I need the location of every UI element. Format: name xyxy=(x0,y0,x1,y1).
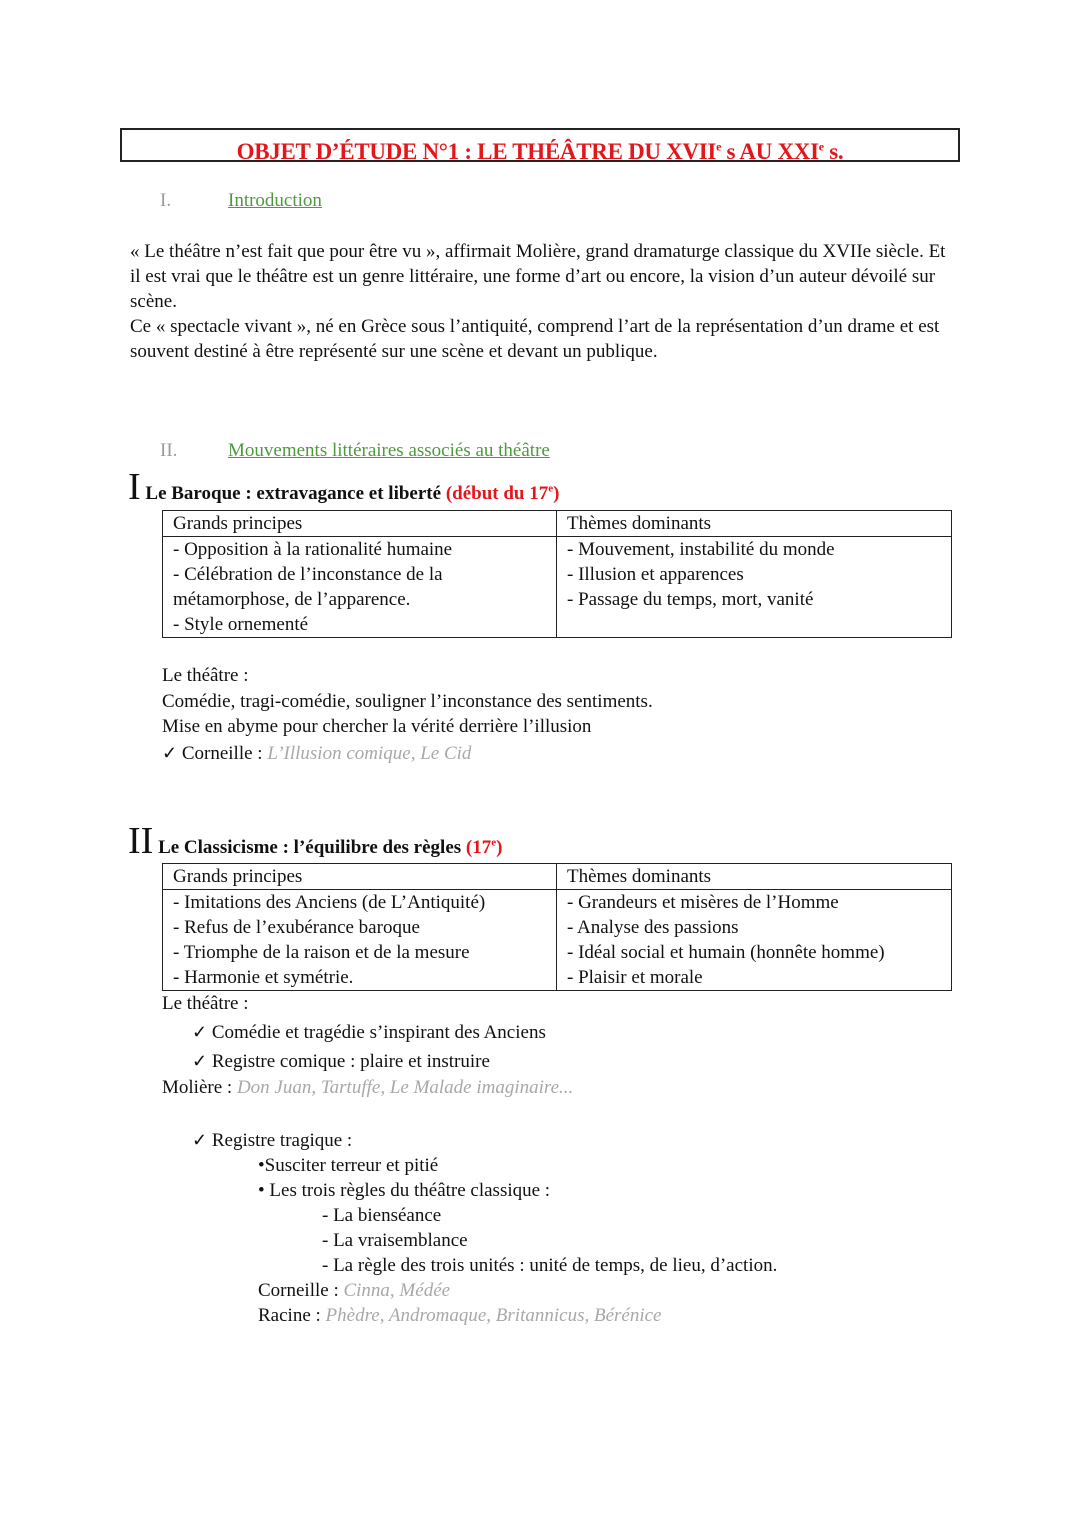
baroque-numeral: I xyxy=(128,466,141,508)
table-line: - Opposition à la rationalité humaine xyxy=(173,539,453,560)
baroque-header-principes: Grands principes xyxy=(163,511,557,537)
corneille-line xyxy=(258,1278,450,1303)
checkmark-icon: ✓ xyxy=(192,1022,208,1042)
intro-paragraph-1: « Le théâtre n’est fait que pour être vu », affirmait Molière, grand dramaturge classique du XVIIe siècle. Et il est vrai que le théâtre est un genre littéraire, une forme d’art ou encore, la vision d’un auteur dévoilé sur scène. xyxy=(130,241,946,312)
classicisme-header-principes: Grands principes xyxy=(163,864,557,890)
baroque-theatre-label: Le théâtre : xyxy=(162,665,249,686)
baroque-header-themes: Thèmes dominants xyxy=(557,511,952,537)
table-line: - Célébration de l’inconstance de la xyxy=(173,564,443,585)
classicisme-principes-cell xyxy=(163,890,557,991)
author-name: Corneille : xyxy=(258,1280,344,1301)
rule-2: - La vraisemblance xyxy=(322,1230,468,1251)
title-text: OBJET D’ÉTUDE N°1 : LE THÉÂTRE DU XVIIe s AU XXIe s. xyxy=(236,138,844,164)
table-line: - Imitations des Anciens (de L’Antiquité) xyxy=(173,892,486,913)
author-works: L’Illusion comique, Le Cid xyxy=(267,743,472,764)
classicisme-theatre-label: Le théâtre : xyxy=(162,993,249,1014)
classicisme-heading xyxy=(128,822,502,860)
author-name: Racine : xyxy=(258,1305,326,1326)
racine-line xyxy=(258,1303,661,1328)
table-line: - Mouvement, instabilité du monde xyxy=(567,539,835,560)
classicisme-period: (17e) xyxy=(465,836,503,858)
table-line: - Style ornementé xyxy=(173,614,309,635)
classicisme-numeral: II xyxy=(128,820,154,862)
classicisme-themes-cell xyxy=(557,890,952,991)
baroque-table xyxy=(162,510,952,638)
baroque-author-line xyxy=(162,741,471,766)
section1-heading[interactable]: Introduction xyxy=(228,190,322,211)
classicisme-header-themes: Thèmes dominants xyxy=(557,864,952,890)
checkmark-icon: ✓ xyxy=(192,1051,208,1071)
classicisme-item-2: ✓ Registre comique : plaire et instruire xyxy=(192,1051,490,1072)
classicisme-table xyxy=(162,863,952,991)
author-works: Cinna, Médée xyxy=(343,1280,451,1301)
table-line: - Plaisir et morale xyxy=(567,967,703,988)
classicisme-item-1: ✓ Comédie et tragédie s’inspirant des Anciens xyxy=(192,1022,546,1043)
baroque-period: (début du 17e) xyxy=(445,482,560,504)
author-name: Corneille : xyxy=(181,743,268,764)
table-line: - Grandeurs et misères de l’Homme xyxy=(567,892,839,913)
baroque-line-1: Comédie, tragi-comédie, souligner l’inconstance des sentiments. xyxy=(162,691,653,712)
section2-numeral: II. xyxy=(160,440,178,461)
moliere-line xyxy=(162,1075,573,1100)
table-line: - Refus de l’exubérance baroque xyxy=(173,917,420,938)
table-line: - Harmonie et symétrie. xyxy=(173,967,354,988)
section1-numeral: I. xyxy=(160,190,172,211)
rule-3: - La règle des trois unités : unité de temps, de lieu, d’action. xyxy=(322,1255,778,1276)
page-title xyxy=(120,128,960,162)
tragic-bullet-2: • Les trois règles du théâtre classique : xyxy=(258,1180,551,1201)
checkmark-icon: ✓ xyxy=(162,743,178,763)
tragic-bullet-1: •Susciter terreur et pitié xyxy=(258,1155,439,1176)
rule-1: - La bienséance xyxy=(322,1205,442,1226)
author-works: Phèdre, Andromaque, Britannicus, Bérénice xyxy=(325,1305,662,1326)
classicisme-title: Le Classicisme : l’équilibre des règles xyxy=(158,837,462,858)
author-works: Don Juan, Tartuffe, Le Malade imaginaire... xyxy=(236,1077,574,1098)
classicisme-item-3: ✓ Registre tragique : xyxy=(192,1130,353,1151)
table-line: - Illusion et apparences xyxy=(567,564,744,585)
baroque-line-2: Mise en abyme pour chercher la vérité derrière l’illusion xyxy=(162,716,592,737)
table-line: - Idéal social et humain (honnête homme) xyxy=(567,942,885,963)
baroque-themes-cell xyxy=(557,537,952,638)
table-line: - Passage du temps, mort, vanité xyxy=(567,589,814,610)
author-name: Molière : xyxy=(162,1077,237,1098)
baroque-heading xyxy=(128,468,559,506)
table-line: métamorphose, de l’apparence. xyxy=(173,589,411,610)
section2-heading[interactable]: Mouvements littéraires associés au théâtre xyxy=(228,440,550,461)
baroque-title: Le Baroque : extravagance et liberté xyxy=(145,483,442,504)
table-line: - Analyse des passions xyxy=(567,917,739,938)
baroque-principes-cell xyxy=(163,537,557,638)
table-line: - Triomphe de la raison et de la mesure xyxy=(173,942,470,963)
checkmark-icon: ✓ xyxy=(192,1130,208,1150)
intro-paragraph-2: Ce « spectacle vivant », né en Grèce sous l’antiquité, comprend l’art de la représentation d’un drame et est souvent destiné à être représenté sur une scène et devant un publique. xyxy=(130,316,940,362)
